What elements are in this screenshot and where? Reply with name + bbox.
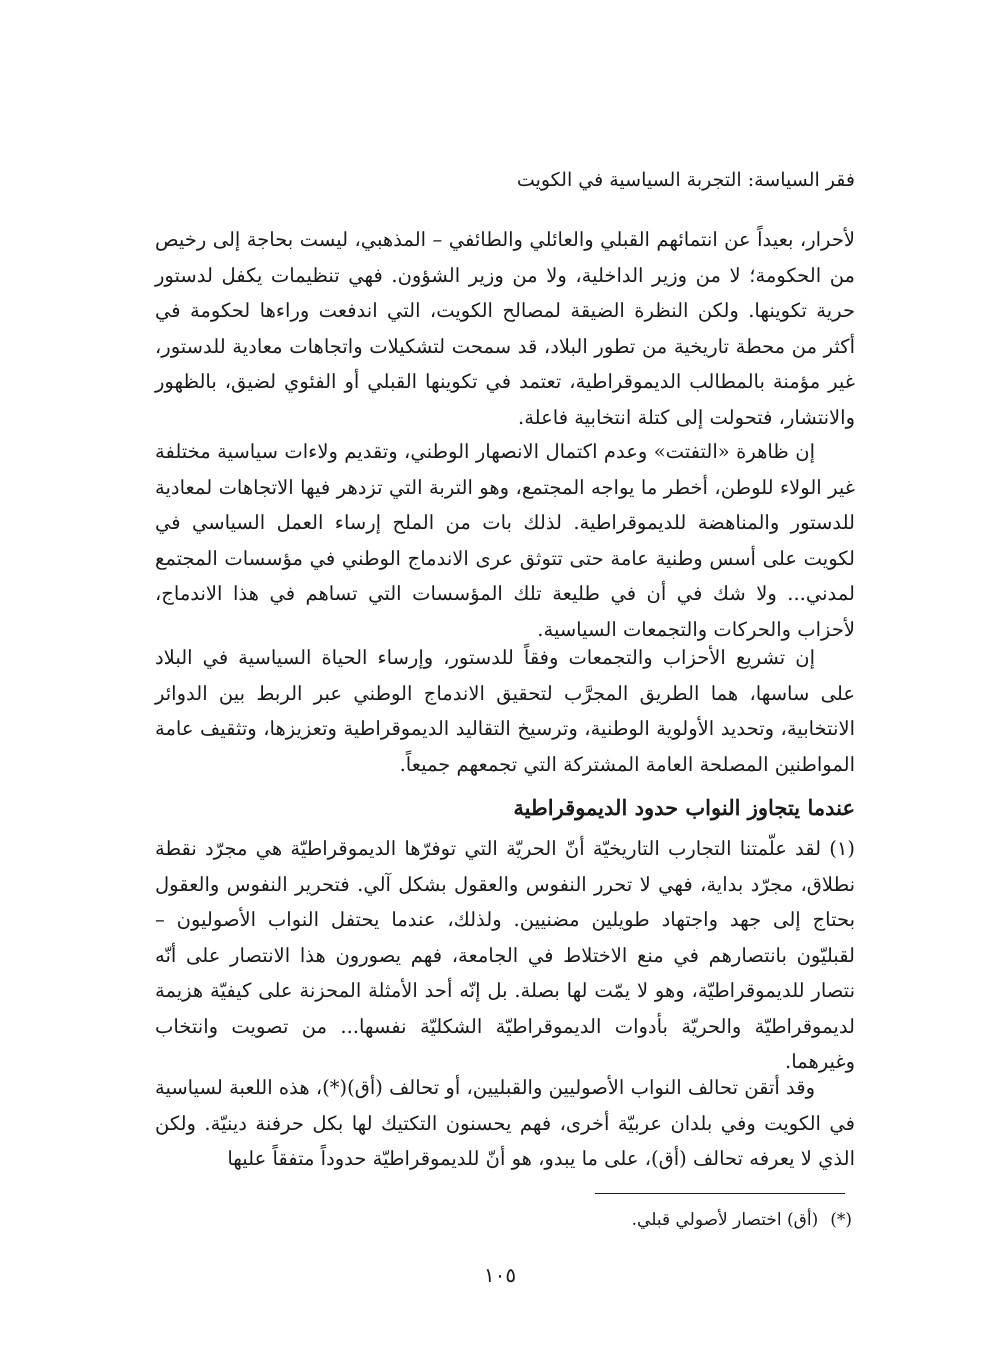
body-paragraph: لأحرار، بعيداً عن انتمائهم القبلي والعائلي والطائفي – المذهبي، ليست بحاجة إلى رخيص من الحكومة؛ لا من وزير الداخلية، ولا من وزير الشؤون. فهي تنظيمات يكفل لدستور حرية تكوينها. ولكن النظرة الضيقة لمصالح الكويت، التي اندفعت وراءها لحكومة في أكثر من محطة تاريخية من تطور البلاد، قد سمحت لتشكيلات واتجاهات معادية للدستور، غير مؤمنة بالمطالب الديموقراطية، تعتمد في تكوينها القبلي أو الفئوي لضيق، بالظهور والانتشار، فتحولت إلى كتلة انتخابية فاعلة. (155, 228, 855, 429)
paragraph-block (155, 434, 855, 647)
section-paragraph: (١) لقد علّمتنا التجارب التاريخيّة أنّ الحريّة التي توفرّها الديموقراطيّة هي مجرّد نقطة نطلاق، مجرّد بداية، فهي لا تحرر النفوس والعقول بشكل آلي. فتحرير النفوس والعقول بحتاج إلى جهد واجتهاد طويلين مضنيين. ولذلك، عندما يحتفل النواب الأصوليون – لقبليّون بانتصارهم في منع الاختلاط في الجامعة، فهم يصورون هذا الانتصار على أنّه نتصار للديموقراطيّة، وهو لا يمّت لها بصلة. بل إنّه أحد الأمثلة المحزنة على كيفيّة هزيمة لديموقراطيّة والحريّة بأدوات الديموقراطيّة الشكليّة نفسها... من تصويت وانتخاب وغيرهما. (155, 837, 855, 1073)
paragraph-block (155, 640, 855, 782)
section-heading: عندما يتجاوز النواب حدود الديموقراطية (513, 795, 855, 820)
footnote-text: (أق) اختصار لأصولي قبلي. (631, 1210, 819, 1230)
page-number: ١٠٥ (483, 1263, 517, 1287)
running-header: فقر السياسة: التجربة السياسية في الكويت (516, 169, 855, 191)
paragraph-block (155, 831, 855, 1080)
footnote-divider (595, 1193, 845, 1194)
footnote-marker: (*) (830, 1210, 852, 1230)
paragraph-block (155, 222, 855, 435)
paragraph-block (155, 1070, 855, 1177)
footnote (632, 1208, 852, 1232)
body-paragraph: إن تشريع الأحزاب والتجمعات وفقاً للدستور، وإرساء الحياة السياسية في البلاد على ساسها، هما الطريق المجرَّب لتحقيق الاندماج الوطني عبر الربط بين الدوائر الانتخابية، وتحديد الأولوية الوطنية، وترسيخ التقاليد الديموقراطية وتعزيزها، وتثقيف عامة المواطنين المصلحة العامة المشتركة التي تجمعهم جميعاً. (155, 646, 855, 776)
section-paragraph: وقد أتقن تحالف النواب الأصوليين والقبليين، أو تحالف (أق)(*)، هذه اللعبة لسياسية في الكويت وفي بلدان عربيّة أخرى، فهم يحسنون التكتيك لها بكل حرفنة دينيّة. ولكن الذي لا يعرفه تحالف (أق)، على ما يبدو، هو أنّ للديموقراطيّة حدوداً متفقاً عليها (155, 1076, 855, 1170)
body-paragraph: إن ظاهرة «التفتت» وعدم اكتمال الانصهار الوطني، وتقديم ولاءات سياسية مختلفة غير الولاء للوطن، أخطر ما يواجه المجتمع، وهو التربة التي تزدهر فيها الاتجاهات لمعادية للدستور والمناهضة للديموقراطية. لذلك بات من الملح إرساء العمل السياسي في لكويت على أسس وطنية عامة حتى تتوثق عرى الاندماج الوطني في مؤسسات المجتمع لمدني... ولا شك في أن في طليعة تلك المؤسسات التي تساهم في هذا الاندماج، لأحزاب والحركات والتجمعات السياسية. (155, 440, 855, 641)
